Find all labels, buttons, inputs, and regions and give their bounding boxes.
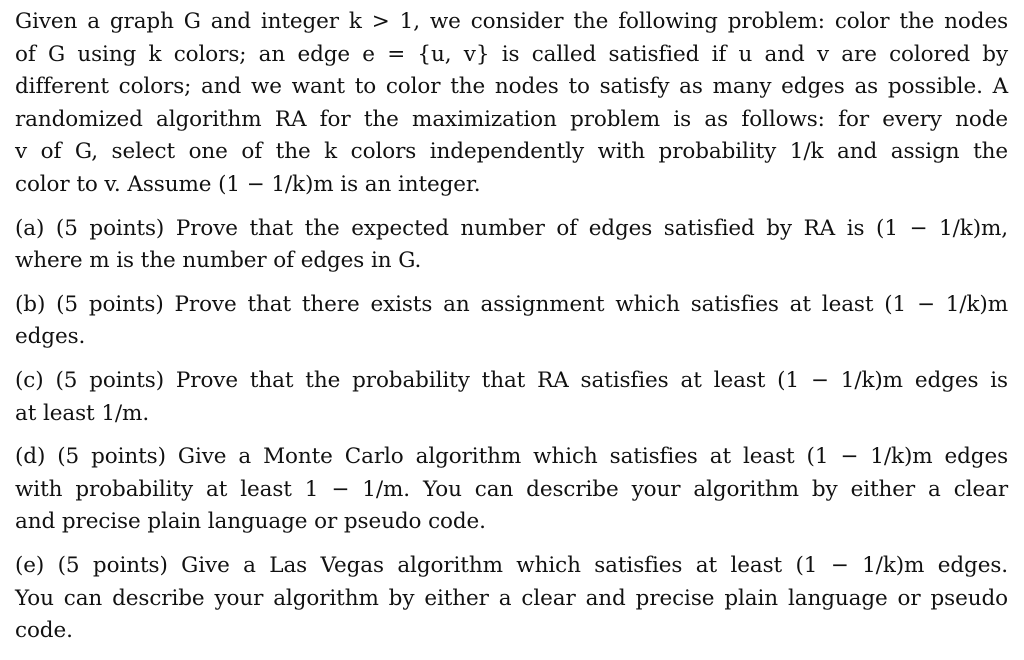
part-a (15, 213, 1008, 278)
part-b-line-1 (15, 289, 1008, 322)
part-b (15, 289, 1008, 354)
part-d-points: (5 points) (57, 444, 166, 470)
part-c-points: (5 points) (55, 367, 164, 393)
part-a-text: Prove that the expected number of edges satisfied by RA is (1 − 1/k)m, (175, 215, 1009, 241)
part-e-text: Give a Las Vegas algorithm which satisfies at least (1 − 1/k)m edges. (181, 552, 1009, 578)
part-a-line-1 (15, 213, 1008, 246)
part-e-line-2: You can describe your algorithm by either a clear and precise plain language or pseudo (15, 585, 1008, 611)
part-c-text: Prove that the probability that RA satisfies at least (1 − 1/k)m edges is (175, 367, 1008, 393)
part-c-label: (c) (15, 367, 44, 393)
part-c-line-1 (15, 365, 1008, 398)
part-e (15, 550, 1008, 648)
part-b-points: (5 points) (56, 291, 164, 317)
part-d-line-3: and precise plain language or pseudo code. (15, 509, 486, 535)
part-c (15, 365, 1008, 430)
part-b-line-2: edges. (15, 324, 86, 350)
part-d (15, 441, 1008, 539)
part-a-label: (a) (15, 215, 45, 241)
intro-line: color to v. Assume (1 − 1/k)m is an integer. (15, 171, 481, 197)
intro-line: Given a graph G and integer k > 1, we consider the following problem: color the nodes (15, 9, 1008, 34)
intro-line: of G using k colors; an edge e = {u, v} is called satisfied if u and v are colored by (15, 41, 1008, 67)
intro-line: different colors; and we want to color the nodes to satisfy as many edges as possible. A (15, 74, 1008, 100)
intro-line: v of G, select one of the k colors independently with probability 1/k and assign the (15, 139, 1008, 165)
part-b-text: Prove that there exists an assignment which satisfies at least (1 − 1/k)m (174, 291, 1008, 317)
problem-intro (15, 6, 1008, 202)
part-e-line-1 (15, 550, 1008, 583)
part-d-text: Give a Monte Carlo algorithm which satisfies at least (1 − 1/k)m edges (177, 444, 1009, 470)
part-d-label: (d) (15, 444, 46, 470)
part-e-line-3: code. (15, 618, 73, 644)
part-d-line-1 (15, 441, 1008, 474)
part-b-label: (b) (15, 291, 46, 317)
part-e-points: (5 points) (57, 552, 168, 578)
part-e-label: (e) (15, 552, 45, 578)
part-a-line-2: where m is the number of edges in G. (15, 248, 422, 274)
part-d-line-2: with probability at least 1 − 1/m. You can describe your algorithm by either a clear (15, 476, 1008, 502)
part-a-points: (5 points) (55, 215, 165, 241)
part-c-line-2: at least 1/m. (15, 400, 150, 426)
intro-line: randomized algorithm RA for the maximization problem is as follows: for every node (15, 106, 1008, 132)
